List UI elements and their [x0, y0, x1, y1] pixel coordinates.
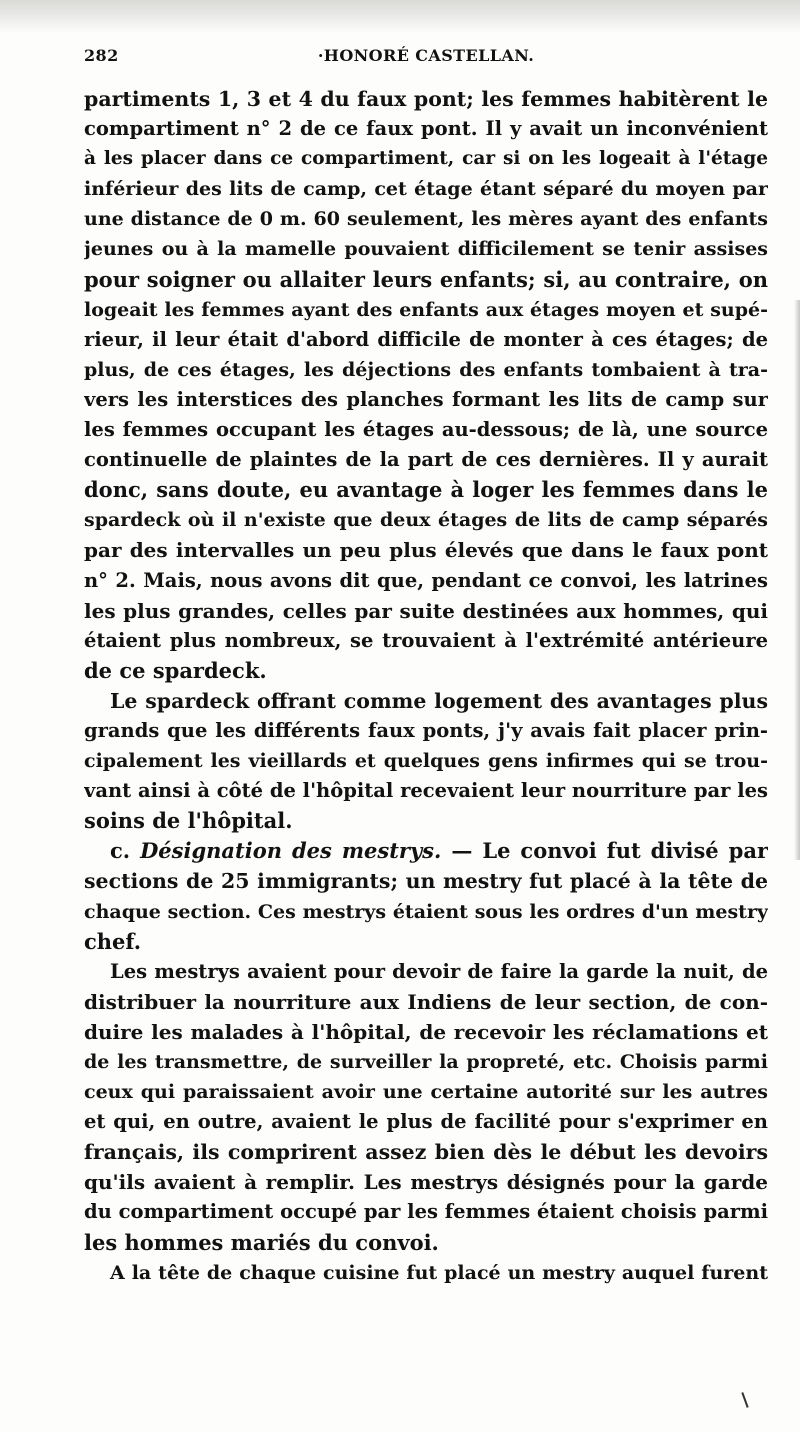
- text-line: duire les malades à l'hôpital, de recevoir les réclamations et: [84, 1019, 768, 1044]
- text-line: partiments 1, 3 et 4 du faux pont; les femmes habitèrent le: [84, 87, 768, 111]
- text-line: distribuer la nourriture aux Indiens de leur section, de con-: [84, 989, 768, 1014]
- scan-edge-shadow: [794, 300, 800, 860]
- text-line: logeait les femmes ayant des enfants aux étages moyen et supé-: [84, 298, 768, 321]
- section-text: Le convoi fut divisé par: [482, 838, 768, 864]
- text-line: compartiment n° 2 de ce faux pont. Il y avait un inconvénient: [84, 117, 768, 141]
- text-line: à les placer dans ce compartiment, car si on les logeait à l'étage: [84, 148, 768, 170]
- text-line: inférieur des lits de camp, cet étage étant séparé du moyen par: [84, 178, 768, 201]
- text-line: une distance de 0 m. 60 seulement, les mères ayant des enfants: [84, 208, 768, 231]
- text-line: sections de 25 immigrants; un mestry fut placé à la tête de: [84, 869, 768, 894]
- text-line: par des intervalles un peu plus élevés que dans le faux pont: [84, 538, 768, 563]
- text-line: A la tête de chaque cuisine fut placé un mestry auquel furent: [110, 1261, 768, 1284]
- text-line: pour soigner ou allaiter leurs enfants; si, au contraire, on: [84, 266, 768, 292]
- text-line: les femmes occupant les étages au-dessous; de là, une source: [84, 418, 768, 442]
- text-line: Le spardeck offrant comme logement des avantages plus: [110, 688, 768, 713]
- text-line: et qui, en outre, avaient le plus de facilité pour s'exprimer en: [84, 1110, 768, 1134]
- body-text: [84, 84, 768, 1288]
- text-line: chef.: [84, 928, 142, 954]
- text-line: français, ils comprirent assez bien dès le début les devoirs: [84, 1140, 768, 1165]
- scan-mark: [741, 1392, 748, 1408]
- text-line: les hommes mariés du convoi.: [84, 1229, 439, 1255]
- text-line: de les transmettre, de surveiller la propreté, etc. Choisis parmi: [84, 1051, 768, 1073]
- text-line: les plus grandes, celles par suite destinées aux hommes, qui: [84, 598, 768, 623]
- text-line: soins de l'hôpital.: [84, 808, 293, 834]
- text-line: plus, de ces étages, les déjections des enfants tombaient à tra-: [84, 358, 768, 381]
- scan-shading: [0, 0, 800, 34]
- running-header: [84, 46, 768, 74]
- text-line: vant ainsi à côté de l'hôpital recevaient leur nourriture par les: [84, 779, 768, 803]
- text-line: ceux qui paraissaient avoir une certaine autorité sur les autres: [84, 1081, 768, 1104]
- text-line: chaque section. Ces mestrys étaient sous les ordres d'un mestry: [84, 900, 768, 923]
- text-line: rieur, il leur était d'abord difficile de monter à ces étages; de: [84, 327, 768, 351]
- text-line: jeunes ou à la mamelle pouvaient difficilement se tenir assises: [84, 238, 768, 261]
- section-title: Désignation des mestrys.: [140, 838, 442, 864]
- text-line: grands que les différents faux ponts, j'y avais fait placer prin-: [84, 718, 768, 742]
- section-dash: —: [441, 838, 483, 864]
- text-line: spardeck où il n'existe que deux étages de lits de camp séparés: [84, 509, 768, 532]
- text-line: qu'ils avaient à remplir. Les mestrys désignés pour la garde: [84, 1170, 768, 1195]
- text-line: donc, sans doute, eu avantage à loger les femmes dans le: [84, 477, 768, 503]
- text-line: vers les interstices des planches formant les lits de camp sur: [84, 387, 768, 411]
- section-heading-line: [84, 836, 768, 866]
- text-line: cipalement les vieillards et quelques gens infirmes qui se trou-: [84, 750, 768, 773]
- running-title: ·HONORÉ CASTELLAN.: [317, 46, 535, 65]
- text-line: continuelle de plaintes de la part de ces dernières. Il y aurait: [84, 448, 768, 472]
- text-line: du compartiment occupé par les femmes étaient choisis parmi: [84, 1200, 768, 1224]
- text-line: Les mestrys avaient pour devoir de faire la garde la nuit, de: [110, 959, 768, 983]
- section-letter: c.: [110, 838, 141, 864]
- page-number: 282: [84, 46, 119, 65]
- text-line: de ce spardeck.: [84, 657, 267, 683]
- text-line: n° 2. Mais, nous avons dit que, pendant ce convoi, les latrines: [84, 568, 768, 592]
- text-line: étaient plus nombreux, se trouvaient à l'extrémité antérieure: [84, 628, 768, 652]
